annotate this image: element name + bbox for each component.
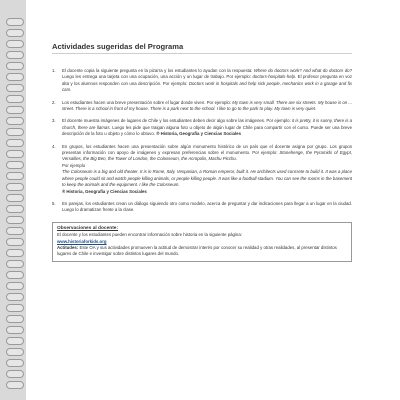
activity-number: 5. [52,200,56,206]
observations-box [52,222,352,262]
attitudes-label: Actitudes: [57,244,79,250]
activity-text: El docente copia la siguiente pregunta en la pizarra y los estudiantes lo ayudan con la respuesta: [62,68,253,73]
observations-title: Observaciones al docente: [57,225,119,231]
activity-item [52,118,352,137]
binder-ring [6,139,24,147]
binder-ring [6,183,24,191]
activity-text: Los estudiantes hacen una breve presentación sobre el lugar donde viven. Por ejemplo: [62,99,232,105]
history-link[interactable]: www.historiaforkids.org [57,238,107,244]
binder-ring [6,84,24,92]
binder-ring [6,51,24,59]
binder-rings [6,18,24,398]
binder-ring [6,172,24,180]
binder-ring [6,106,24,114]
binder-ring [6,216,24,224]
binder-ring [6,359,24,367]
binder-ring [6,73,24,81]
activity-example: Stonehenge, the Pyramids of Egypt, Versailles, the Big Ben, the Tower of London, the Colosseum, the Acropolis, Machu Picchu. [62,150,353,162]
activity-text: Luego les entrega una tarjeta con una ocupación, una acción y un lugar de trabajo. Por ejemplo: [62,74,252,80]
binder-ring [6,293,24,301]
binder-ring [6,326,24,334]
binder-ring [6,304,24,312]
document-content [52,42,352,262]
example-label: Por ejemplo [62,162,86,168]
activity-number: 3. [52,118,56,124]
binder-ring [6,194,24,202]
binder-ring [6,150,24,158]
activity-example: My town is very small. There are six streets. My house is on ... street. There is a school in front of my house. There is a park next to the school. I like to go to the park to play. My town is very quiet. [62,99,352,112]
binder-ring [6,205,24,213]
activity-text: El profesor pregunta en voz alta y los alumnos responden con una descripción. Por ejemplo: [62,74,352,86]
binder-ring [6,62,24,70]
binder-ring [6,18,24,26]
activity-item [52,100,352,113]
page-title: Actividades sugeridas del Programa [52,42,352,54]
binder-ring [6,117,24,125]
binder-ring [6,315,24,323]
activity-text: Luego les pide que traigan alguna foto u objeto de algún lugar de Chile para compartir con el curso. Puede ser una breve descripción de la foto u objeto y cómo lo obtuvo. [62,124,352,137]
activity-example: Doctors work in hospitals and help sick people, mechanics work in a garage and fix cars. [62,80,352,93]
binder-ring [6,95,24,103]
activity-example: The Colosseum is a big and old theater. It is in Rome, Italy. Vespasian, a Roman emperor, built it. He architects used concrete to build it. It was a place where people could sit and watch people killing animals, or people killing people. It was like a football stadium. You can see the rooms in the basement to keep the animals and the equipment. I like the Colosseum. [62,169,352,188]
activity-item [52,144,352,195]
binder-ring [6,249,24,257]
activity-example: doctors-hospitals-help. [252,74,297,80]
observations-text: El docente y los estudiantes pueden encontrar información sobre historia en la siguiente página: [57,232,242,238]
binder-ring [6,161,24,169]
binder-ring [6,337,24,345]
binder-ring [6,260,24,268]
binder-ring [6,370,24,378]
activity-question: Where do doctors work? And what do doctors do? [253,68,352,73]
binder-ring [6,271,24,279]
binder-ring [6,40,24,48]
activity-list [52,68,352,214]
attitudes-text: Este OA y sus actividades promueven la actitud de demostrar interés por conocer su realidad y otras realidades, al presentar distintos lugares de Chile e investigar sobre distintos lugares del mundo. [57,244,337,257]
activity-number: 4. [52,143,56,149]
activity-number: 1. [52,68,56,73]
activity-example: it is pretty, it is sunny, there is a church, there are llamas. [62,118,352,130]
binder-ring [6,29,24,37]
activity-number: 2. [52,99,56,105]
binder-ring [6,381,24,389]
activity-text: En grupos, los estudiantes hacen una presentación sobre algún monumento histórico de un país que el docente asigna por grupo. Los grupos presentan información con apoyo de imágenes y expresan preferencias sobre el monumento. Por ejemplo: [62,143,352,156]
binder-ring [6,227,24,235]
binder-ring [6,348,24,356]
subject-link: ® Historia, Geografía y Ciencias Sociales [156,131,241,137]
activity-text: El docente muestra imágenes de lugares de Chile y los estudiantes deben decir algo sobre las imágenes. Por ejemplo: [62,118,291,124]
activity-text: En parejas, los estudiantes crean un diálogo siguiendo otro como modelo, acerca de preguntar y dar indicaciones para llegar a un lugar en la ciudad. Luego lo dramatizan frente a la clase. [62,200,352,213]
binder-ring [6,282,24,290]
activity-item [52,201,352,214]
activity-item [52,68,352,94]
binder-ring [6,128,24,136]
subject-link: ® Historia, Geografía y Ciencias Sociales [62,188,147,194]
binder-ring [6,238,24,246]
